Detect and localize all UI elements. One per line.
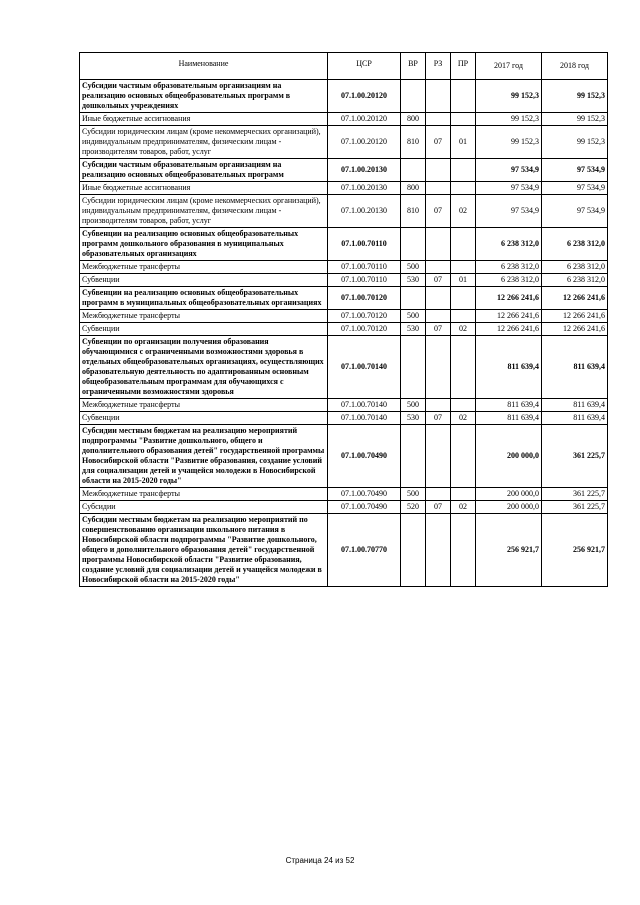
cell-2017: 97 534,9 — [476, 182, 542, 195]
cell-code: 07.1.00.70120 — [328, 323, 401, 336]
cell-pr: 01 — [451, 274, 476, 287]
cell-2017: 97 534,9 — [476, 195, 542, 228]
cell-rz — [426, 336, 451, 399]
cell-vr: 530 — [401, 323, 426, 336]
cell-2017: 6 238 312,0 — [476, 228, 542, 261]
cell-pr — [451, 399, 476, 412]
cell-rz: 07 — [426, 323, 451, 336]
cell-name: Межбюджетные трансферты — [80, 399, 328, 412]
cell-vr: 530 — [401, 274, 426, 287]
cell-2017: 12 266 241,6 — [476, 287, 542, 310]
table-row — [80, 336, 608, 399]
cell-code: 07.1.00.20120 — [328, 113, 401, 126]
cell-2017: 6 238 312,0 — [476, 261, 542, 274]
table-row — [80, 488, 608, 501]
cell-code: 07.1.00.70110 — [328, 228, 401, 261]
cell-2017: 12 266 241,6 — [476, 323, 542, 336]
cell-2018: 361 225,7 — [542, 488, 608, 501]
cell-pr — [451, 261, 476, 274]
table-row — [80, 80, 608, 113]
cell-2018: 6 238 312,0 — [542, 228, 608, 261]
cell-2017: 811 639,4 — [476, 412, 542, 425]
cell-pr: 02 — [451, 412, 476, 425]
cell-2018: 6 238 312,0 — [542, 274, 608, 287]
header-pr: ПР — [451, 53, 476, 80]
table-row — [80, 323, 608, 336]
cell-2017: 99 152,3 — [476, 80, 542, 113]
header-rz: РЗ — [426, 53, 451, 80]
cell-code: 07.1.00.20130 — [328, 182, 401, 195]
cell-vr: 810 — [401, 126, 426, 159]
cell-2017: 811 639,4 — [476, 399, 542, 412]
cell-name: Субсидии частным образовательным организациям на реализацию основных общеобразовательных программ — [80, 159, 328, 182]
cell-pr — [451, 113, 476, 126]
cell-pr: 02 — [451, 501, 476, 514]
cell-vr — [401, 425, 426, 488]
cell-name: Межбюджетные трансферты — [80, 310, 328, 323]
cell-2017: 200 000,0 — [476, 488, 542, 501]
cell-vr — [401, 287, 426, 310]
cell-rz — [426, 488, 451, 501]
cell-rz — [426, 182, 451, 195]
cell-rz — [426, 287, 451, 310]
header-vr: ВР — [401, 53, 426, 80]
cell-2018: 256 921,7 — [542, 514, 608, 587]
cell-code: 07.1.00.70140 — [328, 399, 401, 412]
cell-name: Субвенции — [80, 274, 328, 287]
table-row — [80, 425, 608, 488]
cell-pr — [451, 287, 476, 310]
cell-2018: 12 266 241,6 — [542, 310, 608, 323]
table-row — [80, 501, 608, 514]
cell-pr: 01 — [451, 126, 476, 159]
cell-2017: 97 534,9 — [476, 159, 542, 182]
cell-2018: 12 266 241,6 — [542, 323, 608, 336]
cell-rz — [426, 228, 451, 261]
cell-name: Субсидии частным образовательным организациям на реализацию основных общеобразовательных программ в дошкольных учреждениях — [80, 80, 328, 113]
cell-2018: 97 534,9 — [542, 195, 608, 228]
cell-rz: 07 — [426, 501, 451, 514]
cell-2018: 99 152,3 — [542, 113, 608, 126]
cell-code: 07.1.00.70490 — [328, 488, 401, 501]
cell-name: Субсидии местным бюджетам на реализацию мероприятий по совершенствованию организации школьного питания в Новосибирской области подпрограммы "Развитие дошкольного, общего и дополнительного образования детей" государственной программы Новосибирской области "Развитие образования, создание условий для социализации детей и учащейся молодежи в Новосибирской области на 2015-2020 годы" — [80, 514, 328, 587]
cell-pr — [451, 182, 476, 195]
cell-vr: 500 — [401, 261, 426, 274]
cell-2018: 811 639,4 — [542, 399, 608, 412]
cell-pr: 02 — [451, 195, 476, 228]
header-2018: 2018 год — [542, 53, 608, 80]
cell-2018: 12 266 241,6 — [542, 287, 608, 310]
cell-rz — [426, 399, 451, 412]
cell-name: Межбюджетные трансферты — [80, 261, 328, 274]
cell-2018: 361 225,7 — [542, 501, 608, 514]
table-row — [80, 228, 608, 261]
table-row — [80, 126, 608, 159]
cell-rz — [426, 113, 451, 126]
cell-name: Иные бюджетные ассигнования — [80, 182, 328, 195]
cell-code: 07.1.00.20120 — [328, 126, 401, 159]
cell-code: 07.1.00.70490 — [328, 425, 401, 488]
cell-pr: 02 — [451, 323, 476, 336]
header-2017: 2017 год — [476, 53, 542, 80]
cell-2018: 97 534,9 — [542, 182, 608, 195]
cell-code: 07.1.00.20120 — [328, 80, 401, 113]
cell-code: 07.1.00.70770 — [328, 514, 401, 587]
cell-code: 07.1.00.20130 — [328, 159, 401, 182]
cell-2017: 200 000,0 — [476, 501, 542, 514]
table-row — [80, 399, 608, 412]
cell-vr: 500 — [401, 310, 426, 323]
cell-name: Субвенции — [80, 412, 328, 425]
cell-vr: 800 — [401, 113, 426, 126]
cell-2017: 6 238 312,0 — [476, 274, 542, 287]
cell-pr — [451, 514, 476, 587]
cell-name: Субсидии юридическим лицам (кроме некоммерческих организаций), индивидуальным предпринимателям, физическим лицам - производителям товаров, работ, услуг — [80, 126, 328, 159]
cell-code: 07.1.00.70490 — [328, 501, 401, 514]
cell-rz — [426, 159, 451, 182]
cell-vr: 530 — [401, 412, 426, 425]
cell-rz: 07 — [426, 274, 451, 287]
cell-name: Субвенции на реализацию основных общеобразовательных программ дошкольного образования в муниципальных образовательных организациях — [80, 228, 328, 261]
cell-rz — [426, 425, 451, 488]
cell-rz — [426, 261, 451, 274]
cell-2017: 200 000,0 — [476, 425, 542, 488]
cell-code: 07.1.00.70120 — [328, 287, 401, 310]
cell-code: 07.1.00.70140 — [328, 412, 401, 425]
cell-code: 07.1.00.20130 — [328, 195, 401, 228]
header-code: ЦСР — [328, 53, 401, 80]
cell-name: Субсидии местным бюджетам на реализацию мероприятий подпрограммы "Развитие дошкольного, общего и дополнительного образования детей" государственной программы Новосибирской области "Развитие образования, создание условий для социализации детей и учащейся молодежи в Новосибирской области на 2015-2020 годы" — [80, 425, 328, 488]
cell-pr — [451, 488, 476, 501]
document-page — [79, 52, 607, 587]
cell-pr — [451, 228, 476, 261]
table-header-row — [80, 53, 608, 80]
cell-vr: 810 — [401, 195, 426, 228]
table-row — [80, 113, 608, 126]
table-row — [80, 310, 608, 323]
cell-rz — [426, 310, 451, 323]
cell-code: 07.1.00.70110 — [328, 274, 401, 287]
cell-2017: 256 921,7 — [476, 514, 542, 587]
cell-2018: 99 152,3 — [542, 126, 608, 159]
cell-rz: 07 — [426, 412, 451, 425]
table-row — [80, 195, 608, 228]
page-footer: Страница 24 из 52 — [285, 856, 355, 865]
table-row — [80, 182, 608, 195]
cell-vr — [401, 336, 426, 399]
cell-vr — [401, 159, 426, 182]
table-row — [80, 412, 608, 425]
cell-name: Субсидии — [80, 501, 328, 514]
header-name: Наименование — [80, 53, 328, 80]
cell-2018: 6 238 312,0 — [542, 261, 608, 274]
cell-code: 07.1.00.70110 — [328, 261, 401, 274]
cell-name: Субвенции — [80, 323, 328, 336]
cell-vr — [401, 228, 426, 261]
cell-2018: 97 534,9 — [542, 159, 608, 182]
budget-table — [79, 52, 608, 587]
cell-vr: 520 — [401, 501, 426, 514]
cell-pr — [451, 310, 476, 323]
cell-pr — [451, 159, 476, 182]
cell-vr — [401, 514, 426, 587]
cell-pr — [451, 336, 476, 399]
cell-2018: 811 639,4 — [542, 336, 608, 399]
cell-2018: 361 225,7 — [542, 425, 608, 488]
cell-rz: 07 — [426, 126, 451, 159]
cell-vr: 800 — [401, 182, 426, 195]
cell-rz — [426, 514, 451, 587]
cell-2018: 99 152,3 — [542, 80, 608, 113]
cell-2018: 811 639,4 — [542, 412, 608, 425]
cell-pr — [451, 80, 476, 113]
cell-2017: 99 152,3 — [476, 113, 542, 126]
cell-rz — [426, 80, 451, 113]
cell-name: Субвенции на реализацию основных общеобразовательных программ в муниципальных общеобразовательных организациях — [80, 287, 328, 310]
cell-vr: 500 — [401, 399, 426, 412]
cell-name: Субвенции по организации получения образования обучающимися с ограниченными возможностями здоровья в отдельных общеобразовательных организациях, осуществляющих образовательную деятельность по адаптированным основным общеобразовательным программам для обучающихся с ограниченными возможностями здоровья — [80, 336, 328, 399]
cell-code: 07.1.00.70120 — [328, 310, 401, 323]
cell-name: Иные бюджетные ассигнования — [80, 113, 328, 126]
cell-code: 07.1.00.70140 — [328, 336, 401, 399]
cell-2017: 99 152,3 — [476, 126, 542, 159]
table-row — [80, 159, 608, 182]
table-row — [80, 274, 608, 287]
cell-2017: 811 639,4 — [476, 336, 542, 399]
cell-vr — [401, 80, 426, 113]
cell-vr: 500 — [401, 488, 426, 501]
cell-rz: 07 — [426, 195, 451, 228]
table-row — [80, 514, 608, 587]
table-row — [80, 287, 608, 310]
cell-name: Межбюджетные трансферты — [80, 488, 328, 501]
cell-pr — [451, 425, 476, 488]
cell-2017: 12 266 241,6 — [476, 310, 542, 323]
table-row — [80, 261, 608, 274]
cell-name: Субсидии юридическим лицам (кроме некоммерческих организаций), индивидуальным предпринимателям, физическим лицам - производителям товаров, работ, услуг — [80, 195, 328, 228]
